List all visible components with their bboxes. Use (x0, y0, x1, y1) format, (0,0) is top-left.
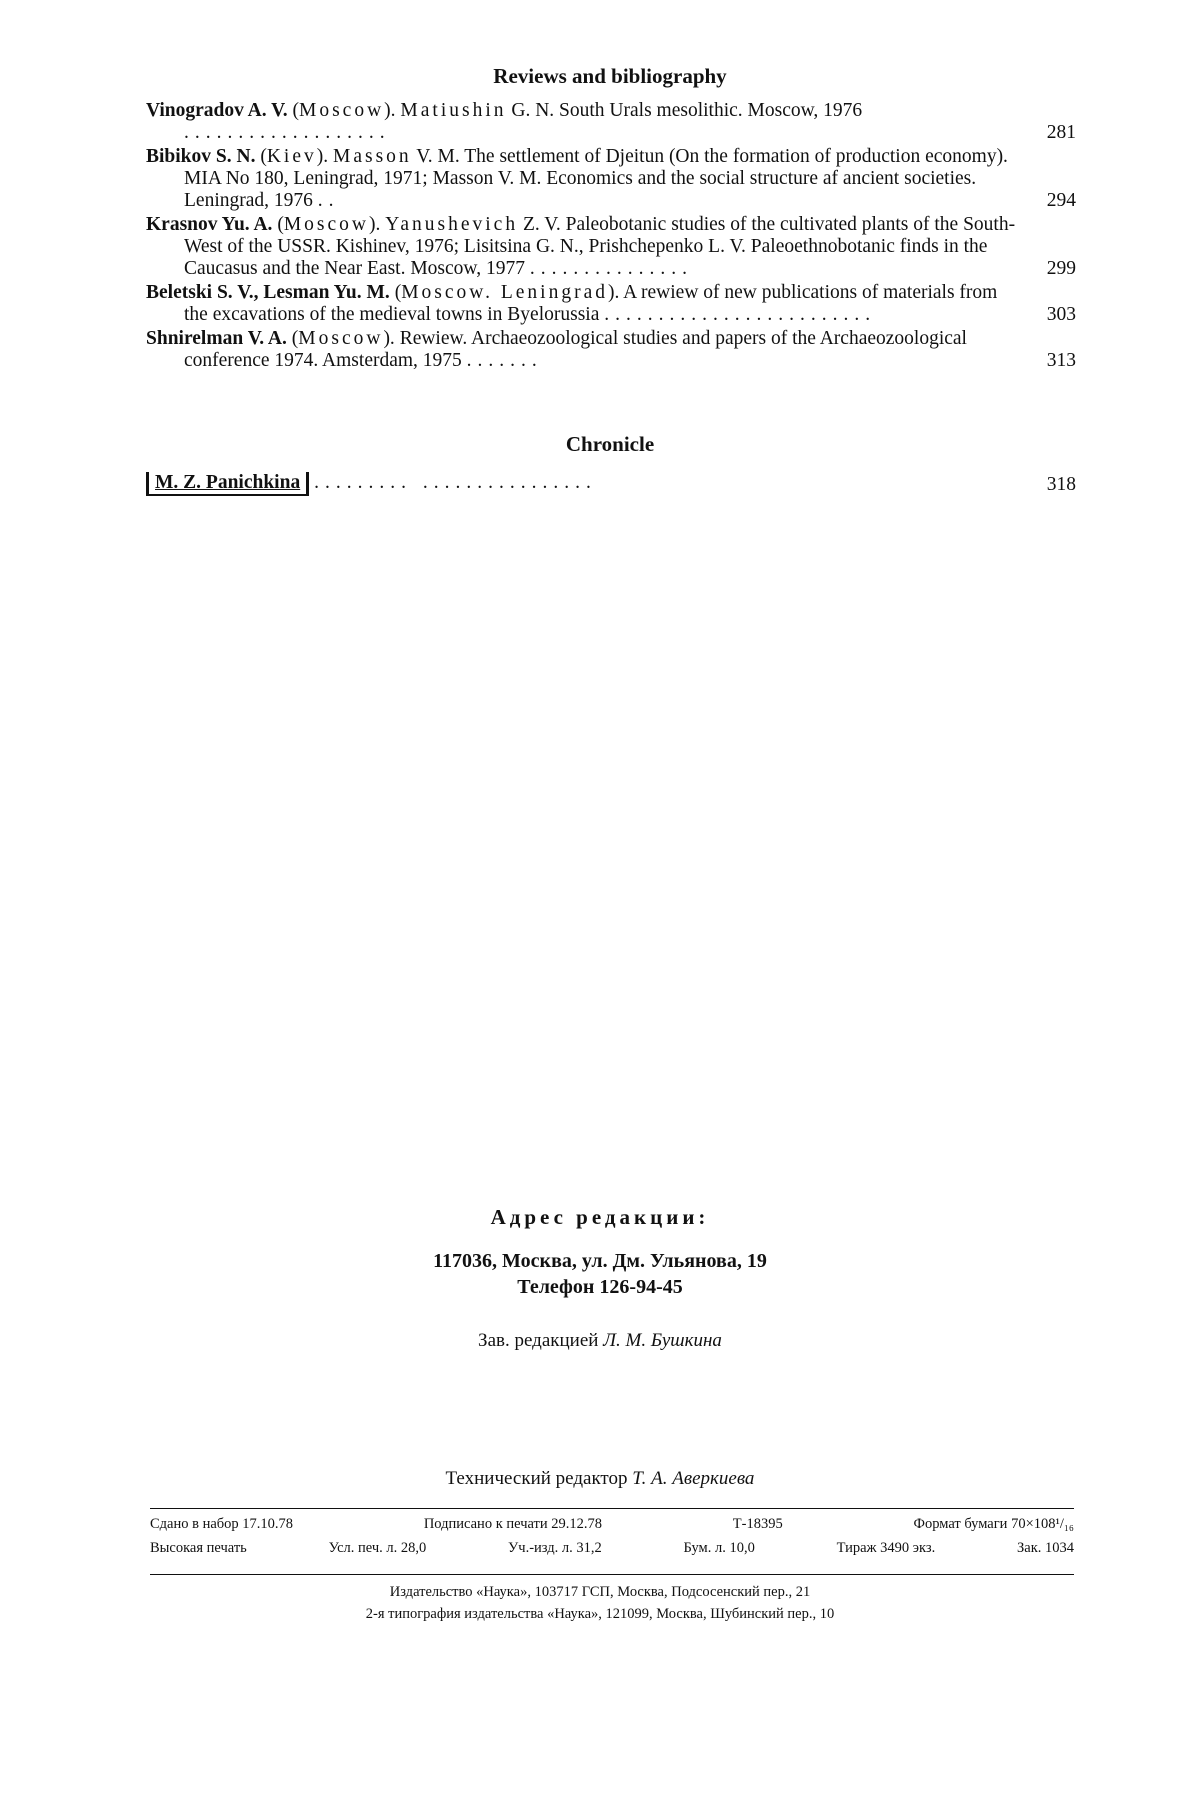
entry-city: Moscow (298, 328, 384, 349)
entry-punct: ). (607, 282, 624, 303)
entry-city: Kiev (266, 146, 317, 167)
toc-entry (146, 214, 1076, 280)
mourning-frame-name: M. Z. Panichkina (146, 472, 309, 496)
entry-text: Rewiew. Archaeozoological studies and papers of the Archaeozoological conference 1974. Amsterdam, 1975 (184, 328, 967, 371)
entry-reviewed-author: Yanushevich (385, 214, 519, 235)
entry-page-number: 294 (1046, 190, 1076, 211)
entry-page-number: 281 (1046, 122, 1076, 143)
editor-line (0, 1330, 1200, 1352)
entry-text: Z. V. Paleobotanic studies of the cultivated plants of the South-West of the USSR. Kishinev, 1976; Lisitsina G. N., Prishchepenko L. V. Paleoethnobotanic finds in the Caucasus and the Near East. Moscow, 1977 (184, 214, 1016, 279)
entry-author: Beletski S. V., Lesman Yu. M. (146, 282, 390, 303)
entry-punct: ( (287, 100, 299, 121)
imprint-cell: Уч.-изд. л. 31,2 (508, 1540, 602, 1556)
imprint-row (150, 1516, 1074, 1533)
entry-punct: ( (272, 214, 284, 235)
entry-city: Moscow (298, 100, 385, 121)
entry-page-number: 303 (1046, 304, 1076, 325)
leader-dots: ....... (466, 350, 543, 371)
editor-name: Л. М. Бушкина (603, 1330, 722, 1351)
leader-dots: ......................... (604, 304, 877, 325)
entry-punct: ). (368, 214, 386, 235)
entry-punct: ( (389, 282, 402, 303)
leader-dots: ................... (184, 122, 391, 143)
toc-entry (146, 100, 1076, 144)
reviews-contents (146, 100, 1076, 372)
address-street: 117036, Москва, ул. Дм. Ульянова, 19 (433, 1250, 767, 1272)
entry-punct: ). (316, 146, 333, 167)
entry-text: V. M. The settlement of Djeitun (On the formation of production economy). MIA No 180, Leningrad, 1971; Masson V. M. Economics and the social structure af ancient societies. Leningrad, 1976 (184, 146, 1008, 211)
imprint-cell: Зак. 1034 (1017, 1540, 1074, 1556)
section-title-chronicle: Chronicle (565, 432, 655, 456)
entry-author: Bibikov S. N. (146, 146, 256, 167)
imprint-cell: Усл. печ. л. 28,0 (328, 1540, 427, 1556)
imprint-row (150, 1540, 1074, 1557)
address-phone: Телефон 126-94-45 (517, 1276, 683, 1298)
editor-label: Зав. редакцией (478, 1330, 604, 1351)
entry-text: G. N. South Urals mesolithic. Moscow, 1976 (506, 100, 863, 121)
address-heading: Адрес редакции: (490, 1205, 710, 1229)
divider-rule (150, 1508, 1074, 1509)
entry-reviewed-author: Masson (333, 146, 412, 167)
imprint-cell: Подписано к печати 29.12.78 (423, 1516, 603, 1532)
publisher-line: Издательство «Наука», 103717 ГСП, Москва, Подсосенский пер., 21 (389, 1584, 811, 1600)
entry-page-number: 318 (1046, 474, 1076, 495)
entry-city: Moscow. Leningrad (401, 282, 608, 303)
imprint-cell: Тираж 3490 экз. (836, 1540, 936, 1556)
entry-punct: ). (383, 328, 400, 349)
imprint-cell: Сдано в набор 17.10.78 (150, 1516, 294, 1532)
tech-editor-label: Технический редактор (445, 1468, 633, 1489)
entry-text: A rewiew of new publications of materials from the excavations of the medieval towns in Byelorussia (184, 282, 998, 325)
leader-dots: ......... ................ (314, 472, 597, 493)
leader-dots: .. (317, 190, 340, 211)
tech-editor-name: Т. А. Аверкиева (632, 1468, 755, 1489)
entry-reviewed-author: Matiushin (400, 100, 507, 121)
entry-punct: ( (286, 328, 299, 349)
entry-author: Shnirelman V. A. (146, 328, 287, 349)
leader-dots: ............... (529, 258, 693, 279)
entry-page-number: 299 (1046, 258, 1076, 279)
imprint-cell: Высокая печать (150, 1540, 247, 1556)
entry-author: Krasnov Yu. A. (146, 214, 273, 235)
printing-house-line: 2-я типография издательства «Наука», 121099, Москва, Шубинский пер., 10 (365, 1606, 835, 1622)
entry-city: Moscow (283, 214, 369, 235)
chronicle-entry (146, 472, 1076, 496)
toc-entry (146, 328, 1076, 372)
tech-editor-line (0, 1468, 1200, 1490)
imprint-cell: Формат бумаги 70×108¹/₁₆ (913, 1516, 1074, 1532)
divider-rule (150, 1574, 1074, 1575)
entry-author: Vinogradov A. V. (146, 100, 288, 121)
entry-punct: ). (384, 100, 401, 121)
imprint-cell: Т-18395 (732, 1516, 783, 1532)
imprint-cell: Бум. л. 10,0 (683, 1540, 755, 1556)
section-title-reviews: Reviews and bibliography (493, 64, 727, 88)
toc-entry (146, 146, 1076, 212)
entry-page-number: 313 (1046, 350, 1076, 371)
entry-punct: ( (255, 146, 267, 167)
toc-entry (146, 282, 1076, 326)
